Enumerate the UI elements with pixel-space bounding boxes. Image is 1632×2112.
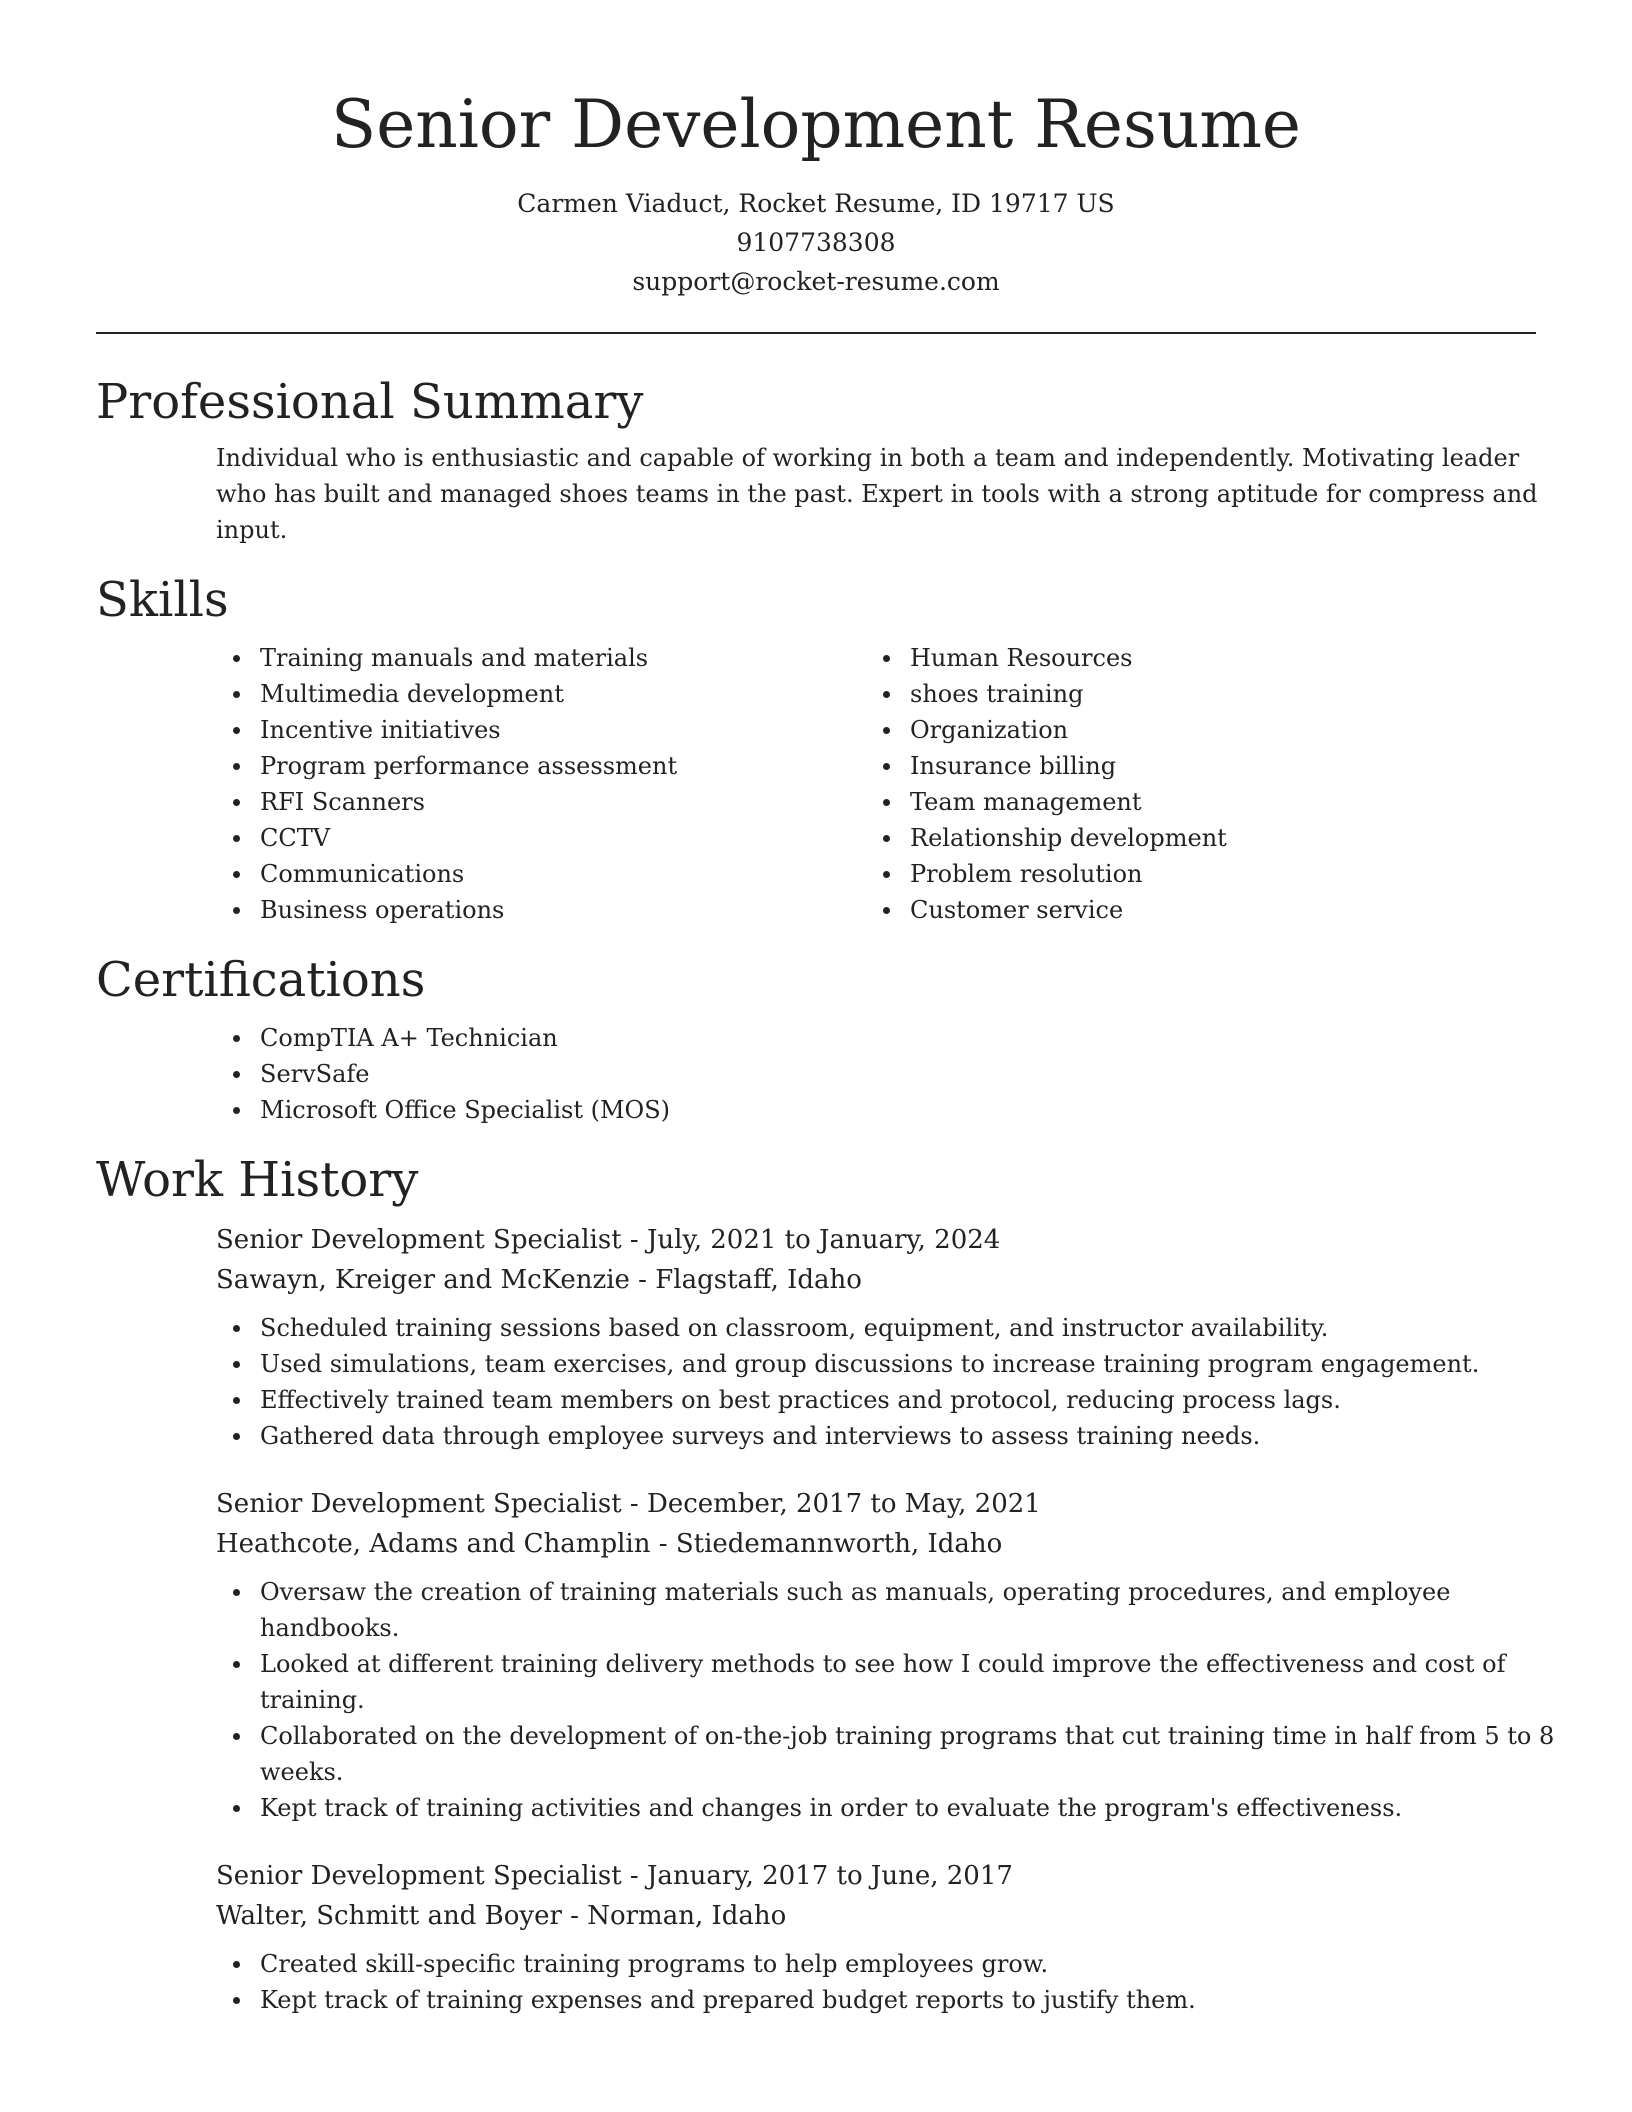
skill-item: Business operations [216,892,866,928]
skill-item: Organization [866,712,1516,748]
job-bullets [216,1574,1556,1826]
job-title: Senior Development Specialist [216,1225,622,1255]
job-location: Stiedemannworth, Idaho [675,1529,1003,1559]
skills-column-left [216,640,866,928]
skill-item: Problem resolution [866,856,1516,892]
skill-item: Training manuals and materials [216,640,866,676]
job-entry [96,1856,1536,2018]
skill-item: shoes training [866,676,1516,712]
job-bullet: Created skill-specific training programs to help employees grow. [216,1946,1556,1982]
job-bullets [216,1946,1556,2018]
job-title-line: Senior Development Specialist - July, 2021 to January, 2024 [216,1225,1001,1255]
skill-item: Communications [216,856,866,892]
job-dates: July, 2021 to January, 2024 [647,1225,1001,1255]
job-company: Walter, Schmitt and Boyer [216,1901,562,1931]
contact-email: support@rocket-resume.com [632,267,1000,296]
job-title-line: Senior Development Specialist - January, 2017 to June, 2017 [216,1861,1013,1891]
job-company-line: Walter, Schmitt and Boyer - Norman, Idaho [216,1901,787,1931]
job-bullet: Looked at different training delivery methods to see how I could improve the effectiveness and cost of training. [216,1646,1556,1718]
skill-item: Relationship development [866,820,1516,856]
certification-item: CompTIA A+ Technician [216,1020,1536,1056]
work-history-heading: Work History [96,1152,419,1208]
skills-list [216,640,1536,928]
summary-text: Individual who is enthusiastic and capable of working in both a team and independently. Motivating leader who has built and managed shoes teams in the past. Expert in tools with a strong aptitude for compress and input. [216,444,1538,544]
job-bullet: Kept track of training activities and changes in order to evaluate the program's effectiveness. [216,1790,1556,1826]
contact-phone: 9107738308 [736,228,896,257]
certifications-list [216,1020,1536,1128]
job-dates: January, 2017 to June, 2017 [647,1861,1013,1891]
job-bullet: Used simulations, team exercises, and group discussions to increase training program engagement. [216,1346,1556,1382]
job-company-line: Sawayn, Kreiger and McKenzie - Flagstaff, Idaho [216,1265,862,1295]
skill-item: Team management [866,784,1516,820]
certifications-heading: Certifications [96,952,426,1008]
job-bullet: Kept track of training expenses and prepared budget reports to justify them. [216,1982,1556,2018]
contact-address: Carmen Viaduct, Rocket Resume, ID 19717 US [517,189,1115,218]
job-bullets [216,1310,1556,1454]
resume-page [96,0,1555,2018]
skill-item: Customer service [866,892,1516,928]
job-title-line: Senior Development Specialist - December, 2017 to May, 2021 [216,1489,1041,1519]
job-bullet: Oversaw the creation of training materials such as manuals, operating procedures, and employee handbooks. [216,1574,1556,1646]
header-divider [96,332,1536,334]
skill-item: Human Resources [866,640,1516,676]
skill-item: Insurance billing [866,748,1516,784]
skill-item: Incentive initiatives [216,712,866,748]
job-location: Norman, Idaho [587,1901,787,1931]
certification-item: Microsoft Office Specialist (MOS) [216,1092,1536,1128]
job-bullet: Scheduled training sessions based on classroom, equipment, and instructor availability. [216,1310,1556,1346]
contact-block [96,184,1536,301]
job-title: Senior Development Specialist [216,1861,622,1891]
job-entry [96,1220,1536,1454]
skill-item: CCTV [216,820,866,856]
job-company: Heathcote, Adams and Champlin [216,1529,651,1559]
skills-heading: Skills [96,572,229,628]
job-bullet: Collaborated on the development of on-the-job training programs that cut training time in half from 5 to 8 weeks. [216,1718,1556,1790]
skill-item: RFI Scanners [216,784,866,820]
certification-item: ServSafe [216,1056,1536,1092]
job-location: Flagstaff, Idaho [655,1265,862,1295]
job-dates: December, 2017 to May, 2021 [647,1489,1041,1519]
job-bullet: Gathered data through employee surveys and interviews to assess training needs. [216,1418,1556,1454]
job-company: Sawayn, Kreiger and McKenzie [216,1265,630,1295]
skill-item: Multimedia development [216,676,866,712]
job-title: Senior Development Specialist [216,1489,622,1519]
skills-column-right [866,640,1516,928]
resume-title: Senior Development Resume [331,86,1301,163]
skill-item: Program performance assessment [216,748,866,784]
job-company-line: Heathcote, Adams and Champlin - Stiedemannworth, Idaho [216,1529,1003,1559]
job-bullet: Effectively trained team members on best practices and protocol, reducing process lags. [216,1382,1556,1418]
summary-heading: Professional Summary [96,374,644,430]
job-entry [96,1484,1555,1826]
